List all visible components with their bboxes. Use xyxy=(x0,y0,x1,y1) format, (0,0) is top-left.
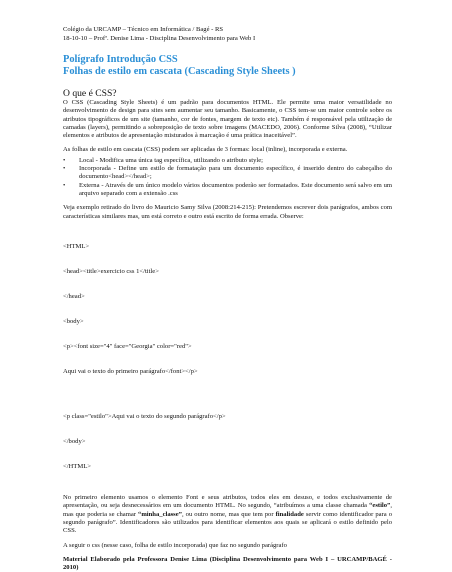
list-item: • Local - Modifica uma única tag específica, utilizando o atributo style; xyxy=(63,156,264,164)
title-line-1: Polígrafo Introdução CSS xyxy=(63,54,178,66)
bullet-list xyxy=(63,157,392,198)
code-line: Aqui vai o texto do primeiro parágrafo</font></p> xyxy=(63,367,198,375)
types-paragraph: As folhas de estilo em cascata (CSS) podem ser aplicadas de 3 formas: local (inline), incorporada e externa. xyxy=(63,146,348,154)
code-line: <p><font size="4" face="Georgia" color="red"> xyxy=(63,343,192,351)
code-block-2 xyxy=(63,397,392,488)
code-line: <HTML> xyxy=(63,243,90,251)
code-block-1 xyxy=(63,227,392,393)
document-footer: Material Elaborado pela Professora Denise Lima (Disciplina Desenvolvimento para Web I – URCAMP/BAGÉ - 2010) xyxy=(63,555,392,572)
bullet-icon: • xyxy=(63,165,66,173)
intro-paragraph: O CSS (Cascading Style Sheets) é um padrão para documentos HTML. Ele permite uma maior versatilidade no desenvolvimento de design para sites sem aumentar seu tamanho. Basicamente, o CSS tem-se um maior controle sobre os atributos tipográficos de um site (tamanho, cor de fontes, margem de texto etc). Também é responsável pela utilização de camadas (layers), permitindo a sobreposição de texto sobre imagens (MACEDO, 2006). Conforme Silva (2008), “Utilizar elementos e atributos de apresentação misturados à marcação é uma prática inaceitável”. xyxy=(63,99,392,140)
explanation-paragraph: No primeiro elemento usamos o elemento Font e seus atributos, todos eles em desuso, e todos exclusivamente de apresentação, ou seja desnecessários em um documento HTML. No segundo, “atribuímos a uma classe chamada “estilo”, mas que poderia se chamar “minha_classe”, ou outro nome, mas que tem por finalidade servir como identificador para o segundo parágrafo”. Identificadores são utilizados para identificar elementos aos quais se aplicará o estilo definido pelo CSS. xyxy=(63,494,393,535)
title-line-2: Folhas de estilo em cascata (Cascading Style Sheets ) xyxy=(63,65,296,77)
list-item: • Incorporada - Define um estilo de formatação para um documento específico, é inserido dentro do cabeçalho do documento<head></head>; xyxy=(63,165,392,181)
list-item: • Externa - Através de um único modelo vários documentos poderão ser formatados. Este documento será salvo em um arquivo separado com a extensão .css xyxy=(63,181,392,197)
example-intro-paragraph: Veja exemplo retirado do livro do Mauricio Samy Silva (2008:214-215): Pretendemos escrever dois parágrafos, ambos com características similares mas, um está correto e outro está escrito de forma errada. Observe: xyxy=(63,204,392,220)
bullet-icon: • xyxy=(63,156,66,164)
header-line-1: Colégio da URCAMP – Técnico em Informática / Bagé - RS xyxy=(63,26,224,33)
section-heading: O que é CSS? xyxy=(63,88,117,99)
code-line: <body> xyxy=(63,318,84,326)
document-header xyxy=(63,26,392,43)
bullet-icon: • xyxy=(63,181,66,189)
code-line: </HTML> xyxy=(63,463,91,471)
code-line: <head><title>exercicio css 1</title> xyxy=(63,268,159,276)
document-title xyxy=(63,54,392,77)
code-line: <p class="estilo">Aqui vai o texto do segundo parágrafo</p> xyxy=(63,413,226,421)
code-line: </body> xyxy=(63,438,86,446)
next-paragraph: A seguir o css (nesse caso, folha de estilo incorporada) que faz no segundo parágrafo xyxy=(63,541,287,549)
header-line-2: 18-10-10 – Profª. Denise Lima - Disciplina Desenvolvimento para Web I xyxy=(63,34,256,42)
code-line: </head> xyxy=(63,293,85,301)
